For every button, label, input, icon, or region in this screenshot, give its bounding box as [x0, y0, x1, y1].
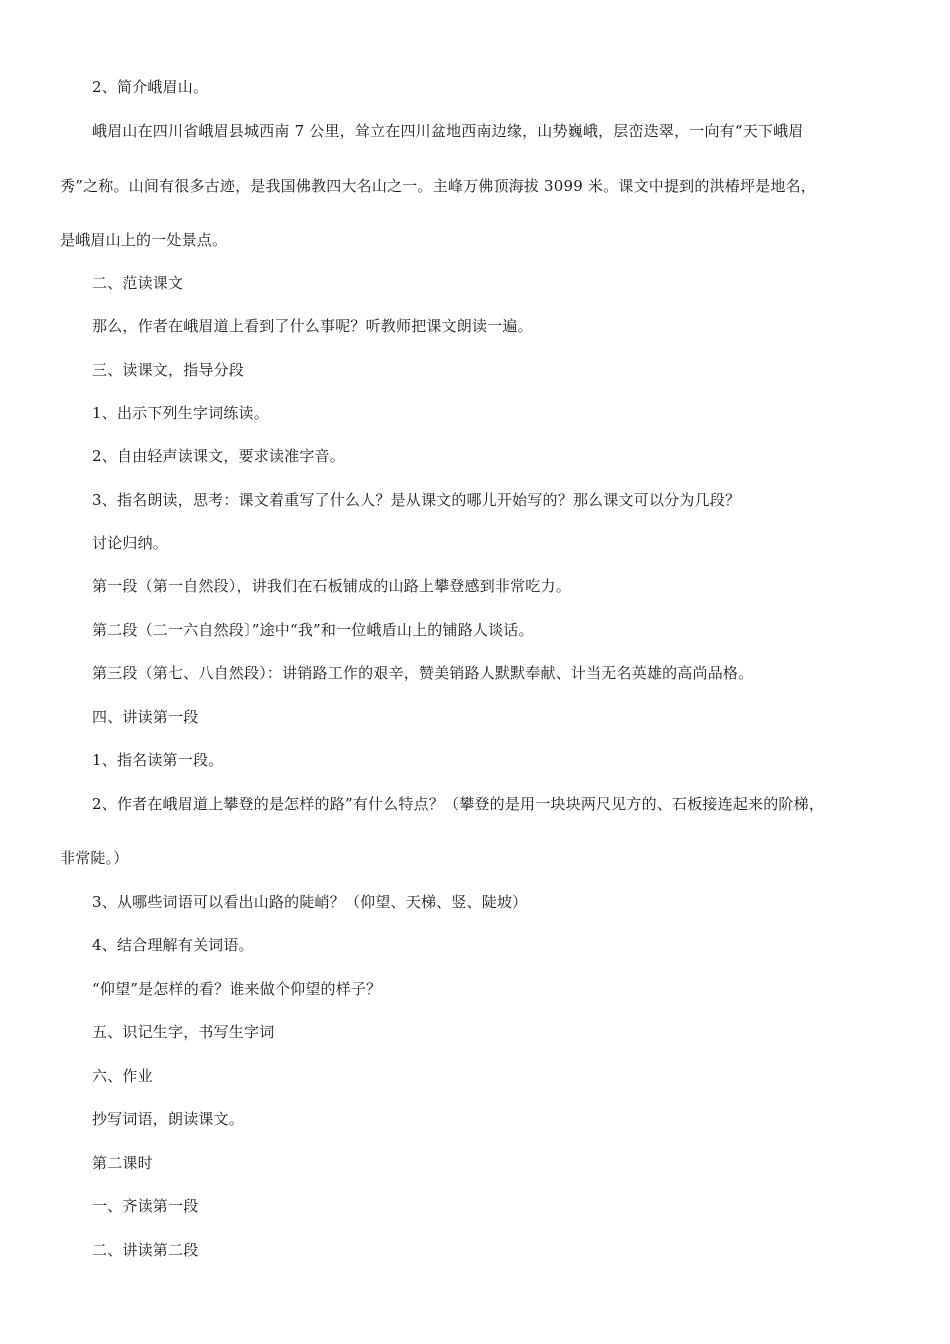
text-line-1: 2、简介峨眉山。: [92, 78, 209, 96]
text-line-18: 非常陡。）: [60, 849, 129, 867]
section-heading-2: 二、范读课文: [92, 274, 184, 292]
text-line-16: 1、指名读第一段。: [92, 751, 224, 769]
text-line-21: “仰望”是怎样的看？谁来做个仰望的样子？: [92, 980, 382, 998]
text-line-10: 3、指名朗读，思考：课文着重写了什么人？是从课文的哪儿开始写的？那么课文可以分为几段？: [92, 491, 741, 509]
text-line-8: 1、出示下列生字词练读。: [92, 404, 269, 422]
text-line-20: 4、结合理解有关词语。: [92, 936, 254, 954]
text-line-2: 峨眉山在四川省峨眉县城西南 7 公里，耸立在四川盆地西南边缘，山势巍峨，层峦迭翠，一向有“天下峨眉: [92, 122, 804, 140]
text-line-24: 抄写词语，朗读课文。: [92, 1110, 245, 1128]
text-line-17: 2、作者在峨眉道上攀登的是怎样的路”有什么特点？（攀登的是用一块块两尺见方的、石板接连起来的阶梯，: [92, 795, 825, 813]
section-heading-8: 二、讲读第二段: [92, 1241, 199, 1259]
text-line-13: 第二段（二一六自然段〕”途中“我”和一位峨盾山上的铺路人谈话。: [92, 621, 534, 639]
text-line-19: 3、从哪些词语可以看出山路的陡峭？（仰望、天梯、竖、陡坡）: [92, 893, 528, 911]
lesson-heading: 第二课时: [92, 1154, 153, 1172]
section-heading-7: 一、齐读第一段: [92, 1197, 199, 1215]
text-line-12: 第一段（第一自然段），讲我们在石板铺成的山路上攀登感到非常吃力。: [92, 577, 571, 595]
text-line-14: 第三段（第七、八自然段）：讲销路工作的艰辛，赞美销路人默默奉献、计当无名英雄的高尚品格。: [92, 664, 754, 682]
text-line-4: 是峨眉山上的一处景点。: [60, 231, 228, 249]
text-line-3: 秀”之称。山间有很多古迹，是我国佛教四大名山之一。主峰万佛顶海拔 3099 米。课文中提到的洪椿坪是地名，: [60, 177, 816, 195]
text-line-11: 讨论归纳。: [92, 534, 169, 552]
text-line-9: 2、自由轻声读课文，要求读准字音。: [92, 447, 345, 465]
section-heading-3: 三、读课文，指导分段: [92, 361, 245, 379]
section-heading-6: 六、作业: [92, 1067, 153, 1085]
section-heading-5: 五、识记生字，书写生字词: [92, 1023, 275, 1041]
text-line-6: 那么，作者在峨眉道上看到了什么事呢？听教师把课文朗读一遍。: [92, 317, 533, 335]
section-heading-4: 四、讲读第一段: [92, 708, 199, 726]
